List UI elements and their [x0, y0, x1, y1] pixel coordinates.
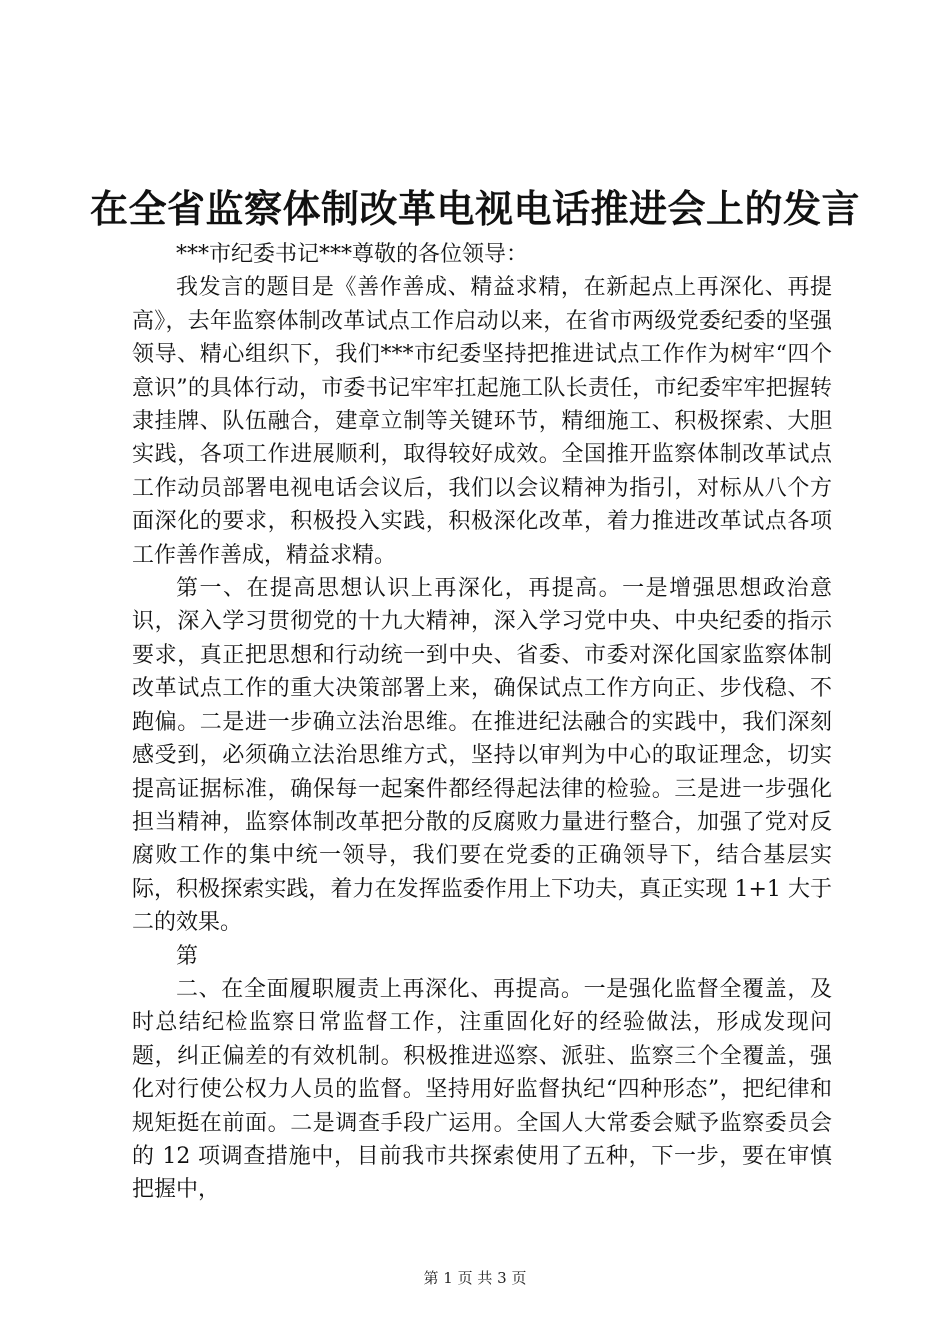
second-point-heading-fragment: 第: [176, 943, 199, 969]
intro-paragraph: 我发言的题目是《善作善成、精益求精，在新起点上再深化、再提高》，去年监察体制改革试点工作启动以来，在省市两级党委纪委的坚强领导、精心组织下，我们***市纪委坚持把推进试点工作作为树牢“四个意识”的具体行动，市委书记牢牢扛起施工队长责任，市纪委牢牢把握转隶挂牌、队伍融合，建章立制等关键环节，精细施工、积极探索、大胆实践，各项工作进展顺利，取得较好成效。全国推开监察体制改革试点工作动员部署电视电话会议后，我们以会议精神为指引，对标从八个方面深化的要求，积极投入实践，积极深化改革，着力推进改革试点各项工作善作善成，精益求精。: [132, 275, 832, 568]
first-point-paragraph: 第一、在提高思想认识上再深化，再提高。一是增强思想政治意识，深入学习贯彻党的十九大精神，深入学习党中央、中央纪委的指示要求，真正把思想和行动统一到中央、省委、市委对深化国家监察体制改革试点工作的重大决策部署上来，确保试点工作方向正、步伐稳、不跑偏。二是进一步确立法治思维。在推进纪法融合的实践中，我们深刻感受到，必须确立法治思维方式，坚持以审判为中心的取证理念，切实提高证据标准，确保每一起案件都经得起法律的检验。三是进一步强化担当精神，监察体制改革把分散的反腐败力量进行整合，加强了党对反腐败工作的集中统一领导，我们要在党委的正确领导下，结合基层实际，积极探索实践，着力在发挥监委作用上下功夫，真正实现 1+1 大于二的效果。: [132, 576, 832, 936]
second-point-paragraph: 二、在全面履职履责上再深化、再提高。一是强化监督全覆盖，及时总结纪检监察日常监督工作，注重固化好的经验做法，形成发现问题，纠正偏差的有效机制。积极推进巡察、派驻、监察三个全覆盖，强化对行使公权力人员的监督。坚持用好监督执纪“四种形态”，把纪律和规矩挺在前面。二是调查手段广运用。全国人大常委会赋予监察委员会的 12 项调查措施中，目前我市共探索使用了五种，下一步，要在审慎把握中，: [132, 976, 832, 1203]
document-title: 在全省监察体制改革电视电话推进会上的发言: [89, 187, 860, 231]
document-body: [132, 238, 832, 1207]
salutation-paragraph: ***市纪委书记***尊敬的各位领导：: [176, 242, 529, 267]
page-footer: 第 1 页 共 3 页: [423, 1269, 527, 1287]
